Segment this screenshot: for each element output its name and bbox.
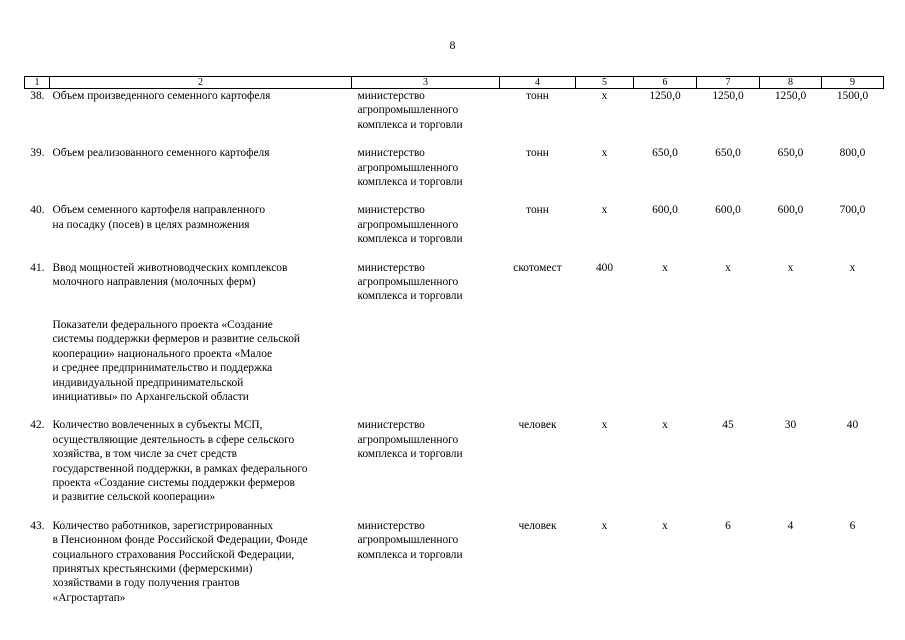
indicator-value: x [601, 204, 608, 217]
indicator-name-line: инициативы» по Архангельской области [52, 390, 249, 403]
page-number: 8 [449, 38, 456, 52]
indicator-name-line: индивидуальной предпринимательской [52, 376, 244, 389]
responsible-line: агропромышленного [357, 104, 459, 117]
indicator-name-line: социального страхования Российской Федерации, [52, 548, 295, 561]
row-spacer-cell [25, 189, 884, 203]
indicator-value: 40 [846, 419, 859, 432]
responsible-authority [352, 519, 500, 605]
row-spacer [25, 404, 884, 418]
indicator-name-line: проекта «Создание системы поддержки фермеров [52, 476, 295, 489]
responsible-authority [352, 203, 500, 246]
indicator-name-line: Количество вовлеченных в субъекты МСП, [52, 419, 263, 432]
indicator-value: 1250,0 [712, 90, 744, 102]
unit-of-measure: скотомест [513, 261, 562, 274]
unit-of-measure: тонн [526, 204, 549, 217]
table-row [25, 519, 884, 605]
indicator-value: 650,0 [652, 147, 678, 160]
responsible-line: комплекса и торговли [357, 233, 463, 246]
row-spacer [25, 132, 884, 146]
section-heading-row [25, 318, 884, 404]
indicator-name-line: молочного направления (молочных ферм) [52, 276, 256, 289]
responsible-authority [352, 89, 500, 133]
responsible-authority [352, 146, 500, 189]
row-number: 42. [30, 419, 45, 432]
indicator-value: 6 [849, 519, 856, 532]
row-spacer [25, 247, 884, 261]
column-number-header-row [25, 77, 884, 89]
row-spacer [25, 189, 884, 203]
row-number: 40. [30, 204, 45, 217]
indicator-name-line: Ввод мощностей животноводческих комплексов [52, 261, 288, 274]
indicator-value: 600,0 [777, 204, 804, 217]
indicator-value [634, 318, 697, 404]
indicator-name [50, 203, 352, 246]
row-spacer [25, 505, 884, 519]
indicator-name-line: Показатели федерального проекта «Создание [52, 318, 273, 331]
table-body [25, 89, 884, 606]
row-number: 38. [30, 90, 45, 102]
indicator-value: 650,0 [777, 147, 804, 160]
unit-of-measure: человек [518, 419, 557, 432]
indicator-value: x [601, 147, 608, 160]
responsible-authority [352, 318, 500, 404]
unit-of-measure: тонн [526, 90, 549, 102]
unit-of-measure [500, 318, 576, 404]
indicator-name-line: и среднее предпринимательство и поддержка [52, 362, 273, 375]
indicator-name-line: принятых крестьянскими (фермерскими) [52, 562, 253, 575]
indicator-name-line: «Агростартап» [52, 591, 126, 604]
column-number-header: 9 [822, 77, 884, 89]
column-number-header: 6 [634, 77, 697, 89]
indicator-name-line: Объем произведенного семенного картофеля [52, 90, 271, 102]
indicator-name-line: на посадку (посев) в целях размножения [52, 218, 250, 231]
responsible-line: комплекса и торговли [357, 290, 463, 303]
indicator-value [576, 318, 634, 404]
unit-of-measure: тонн [526, 147, 549, 160]
indicator-value: 4 [787, 519, 794, 532]
responsible-line: агропромышленного [357, 534, 459, 547]
row-number: 43. [30, 519, 45, 532]
indicator-value: 45 [722, 419, 734, 432]
indicator-name-line: Объем реализованного семенного картофеля [52, 147, 270, 160]
responsible-line: комплекса и торговли [357, 448, 463, 461]
column-number-header: 8 [760, 77, 822, 89]
responsible-line: комплекса и торговли [357, 176, 463, 189]
indicator-value: 700,0 [839, 204, 866, 217]
indicator-value: 650,0 [715, 147, 741, 160]
table-row [25, 146, 884, 189]
column-number-header: 4 [500, 77, 576, 89]
responsible-line: министерство [357, 147, 425, 160]
responsible-line: агропромышленного [357, 276, 459, 289]
row-spacer [25, 304, 884, 318]
responsible-authority [352, 261, 500, 304]
row-spacer-cell [25, 304, 884, 318]
indicator-name [50, 146, 352, 189]
table-row [25, 203, 884, 246]
indicator-name [50, 318, 352, 404]
indicator-value: x [787, 261, 794, 274]
indicator-name [50, 89, 352, 133]
row-spacer-cell [25, 132, 884, 146]
row-number: 39. [30, 147, 45, 160]
indicator-value: 600,0 [715, 204, 741, 217]
indicator-value: 1500,0 [836, 90, 869, 102]
column-number-header: 1 [25, 77, 50, 89]
table-row [25, 261, 884, 304]
row-spacer-cell [25, 247, 884, 261]
indicator-name-line: осуществляющие деятельность в сфере сельского [52, 433, 295, 446]
indicator-name-line: кооперации» национального проекта «Малое [52, 347, 273, 360]
indicator-value: 400 [595, 261, 614, 274]
indicator-value: 30 [784, 419, 797, 432]
table-row [25, 89, 884, 133]
indicator-name [50, 261, 352, 304]
row-number: 41. [30, 261, 45, 274]
indicator-value: x [849, 261, 856, 274]
responsible-line: министерство [357, 204, 425, 217]
indicator-value: 600,0 [652, 204, 678, 217]
responsible-authority [352, 418, 500, 504]
indicator-name-line: государственной поддержки, в рамках федерального [52, 462, 308, 475]
indicator-name-line: Количество работников, зарегистрированных [52, 519, 274, 532]
responsible-line: министерство [357, 419, 425, 432]
responsible-line: министерство [357, 90, 425, 102]
unit-of-measure: человек [518, 519, 557, 532]
column-number-header: 7 [697, 77, 760, 89]
indicator-value: x [601, 519, 608, 532]
indicator-value: x [662, 419, 668, 432]
indicator-value: 1250,0 [774, 90, 807, 102]
indicator-value: 1250,0 [649, 90, 681, 102]
indicator-value: x [725, 261, 731, 274]
indicator-name [50, 519, 352, 605]
indicator-value: x [662, 519, 668, 532]
table-row [25, 418, 884, 504]
column-number-header: 2 [50, 77, 352, 89]
indicator-value [760, 318, 822, 404]
indicators-table [24, 76, 884, 605]
responsible-line: министерство [357, 261, 425, 274]
row-spacer-cell [25, 404, 884, 418]
indicator-name-line: хозяйствами в году получения грантов [52, 577, 240, 590]
indicator-value: 6 [725, 519, 731, 532]
indicator-name-line: Объем семенного картофеля направленного [52, 204, 266, 217]
responsible-line: агропромышленного [357, 218, 459, 231]
indicator-value: x [601, 419, 608, 432]
indicator-name-line: в Пенсионном фонде Российской Федерации, Фонде [52, 534, 308, 547]
indicator-value: x [601, 90, 608, 102]
responsible-line: комплекса и торговли [357, 118, 463, 131]
responsible-line: комплекса и торговли [357, 548, 463, 561]
row-spacer-cell [25, 505, 884, 519]
indicator-name-line: системы поддержки фермеров и развитие сельской [52, 333, 301, 346]
indicator-name [50, 418, 352, 504]
indicator-value [822, 318, 884, 404]
column-number-header: 3 [352, 77, 500, 89]
indicator-name-line: и развитие сельской кооперации» [52, 491, 216, 504]
responsible-line: министерство [357, 519, 425, 532]
row-number [25, 318, 50, 404]
indicator-value [697, 318, 760, 404]
column-number-header: 5 [576, 77, 634, 89]
indicator-name-line: хозяйства, в том числе за счет средств [52, 448, 238, 461]
responsible-line: агропромышленного [357, 161, 459, 174]
responsible-line: агропромышленного [357, 433, 459, 446]
indicator-value: 800,0 [839, 147, 866, 160]
indicator-value: x [662, 261, 668, 274]
